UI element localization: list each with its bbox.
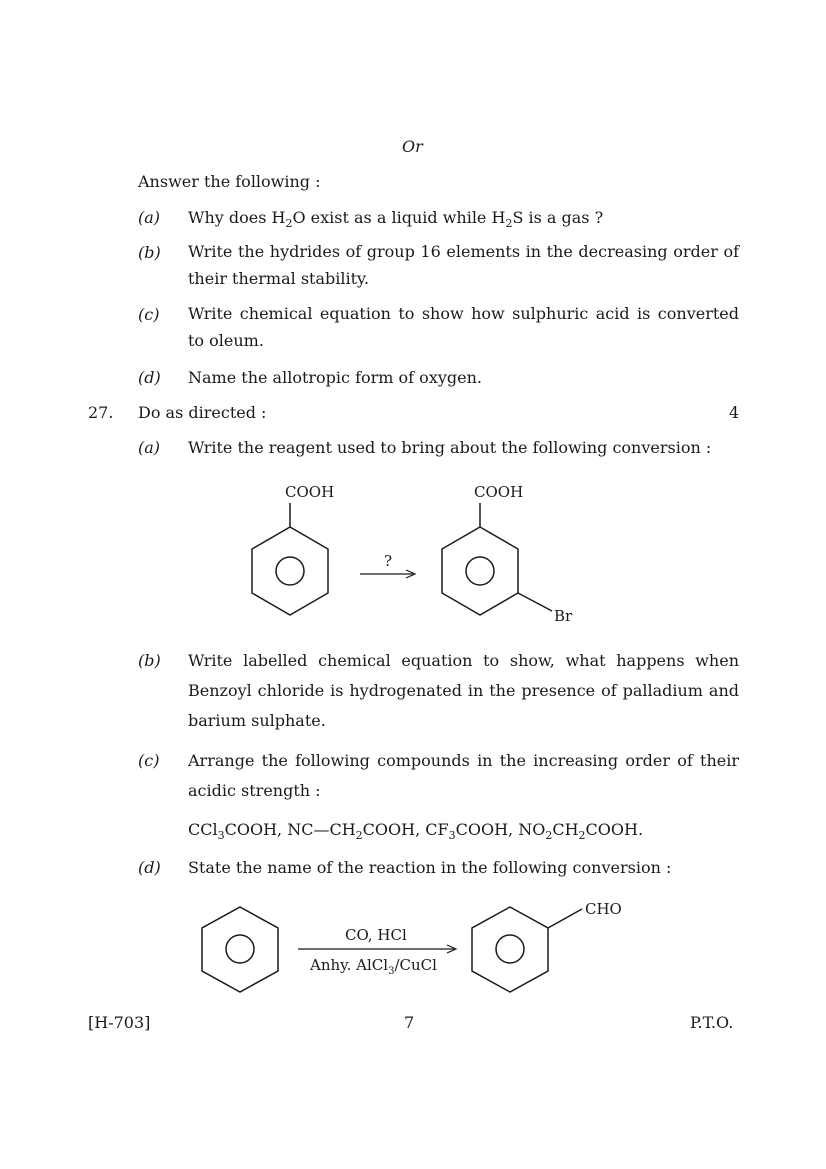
benzene-ring [202,907,278,992]
page-number: 7 [404,1013,415,1032]
q27c-text: Arrange the following compounds in the increasing order of their acidic strength : [188,751,739,800]
benzene-ring [472,907,548,992]
q27c-label: (c) [138,751,160,770]
reactant-cooh-label: COOH [285,483,335,501]
q27d-label: (d) [138,858,161,877]
q27b-label: (b) [138,651,161,670]
arrow-reagent-top: CO, HCl [345,926,407,944]
benzene-ring [442,527,518,615]
q26c-text: Write chemical equation to show how sulphuric acid is converted to oleum. [188,304,739,350]
m-bromobenzoic-acid-structure [442,483,573,625]
benzoic-acid-structure [252,483,334,615]
reaction-arrow-d [298,926,456,977]
benzaldehyde-structure [472,900,622,992]
benzene-structure [202,907,278,992]
q26-intro: Answer the following : [138,172,321,191]
paper-code: [H-703] [88,1013,151,1032]
product-cho-label: CHO [585,900,622,918]
q27d-text: State the name of the reaction in the following conversion : [188,858,672,877]
or-separator: Or [402,137,423,156]
q27a-text: Write the reagent used to bring about the following conversion : [188,438,712,457]
q26d-text: Name the allotropic form of oxygen. [188,368,482,387]
reaction-scheme-d [190,895,640,1000]
benzene-ring [252,527,328,615]
q26b-label: (b) [138,243,161,262]
arrow-reagent-unknown: ? [384,552,393,570]
q26a-text: Why does $H_2O$ exist as a liquid while $H_2S$ is a gas ? [188,208,604,230]
arrow-reagent-bottom: Anhy. AlCl$_3$/CuCl [310,956,437,977]
q27b-text: Write labelled chemical equation to show, what happens when Benzoyl chloride is hydrogenated in the presence of palladium and barium sulphate. [188,651,739,730]
q26a-label: (a) [138,208,161,227]
product-br-label: Br [554,607,573,625]
q26b-text: Write the hydrides of group 16 elements in the decreasing order of their thermal stability. [188,242,739,288]
q26d-label: (d) [138,368,161,387]
product-cooh-label: COOH [474,483,524,501]
q27c-compounds: CCl$_3$COOH, $NC—CH_2COOH$, $CF_3COOH$, $NO_2CH_2COOH$. [188,820,644,842]
reaction-arrow-a [360,552,415,578]
q27-marks: 4 [729,403,740,422]
reaction-scheme-a [230,475,610,635]
q27a-label: (a) [138,438,161,457]
pto-note: P.T.O. [690,1013,734,1032]
q27-title: Do as directed : [138,403,267,422]
q27-number: 27. [88,403,114,422]
q26c-label: (c) [138,305,160,324]
